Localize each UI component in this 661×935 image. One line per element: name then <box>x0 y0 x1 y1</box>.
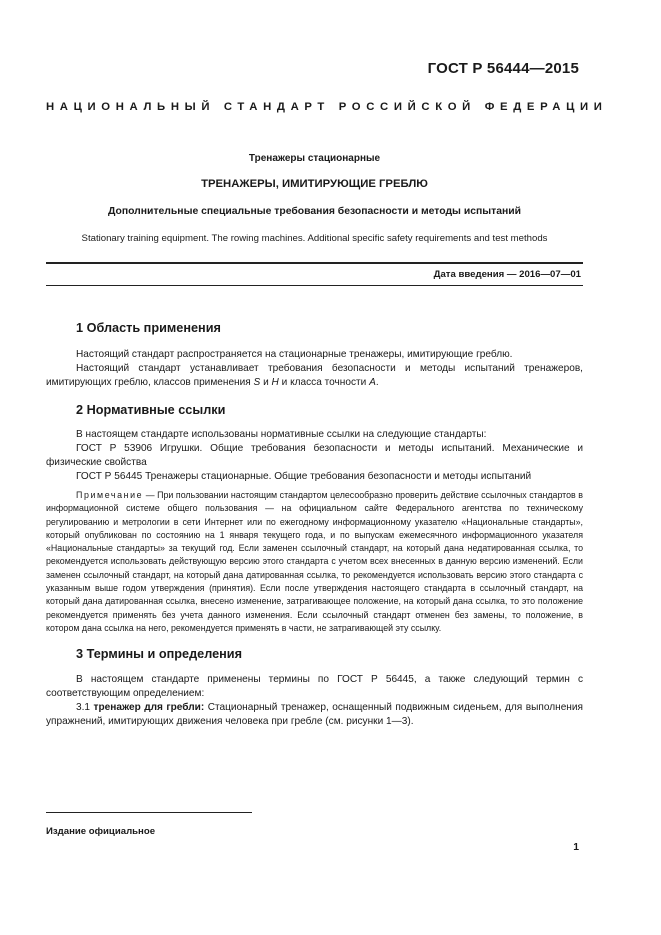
note-text: — При пользовании настоящим стандартом целесообразно проверить действие ссылочных стандартов в информационной системе общего пользования — на официальном сайте Федерального агентства по техническому регулированию и метрологии в сети Интернет или по ежегодному информационному указателю «Национальные стандарты», который опубликован по состоянию на 1 января текущего года, и по выпускам ежемесячного информационного указателя «Национальные стандарты» за текущий год. Если заменен ссылочный стандарт, на который дана недатированная ссылка, то рекомендуется использовать действующую версию этого стандарта с учетом всех внесенных в данную версию изменений. Если заменен ссылочный стандарт, на который дана датированная ссылка, то рекомендуется использовать версию этого стандарта с указанным выше годом утверждения (принятия). Если после утверждения настоящего стандарта в ссылочный стандарт, на который дана датированная ссылка, внесено изменение, затрагивающее положение, на который дана ссылка, то это положение рекомендуется применять без учета данного изменения. Если ссылочный стандарт отменен без замены, то положение, в котором дана ссылка на него, рекомендуется применять в части, не затрагивающей эту ссылку. <box>46 490 583 633</box>
references-note <box>46 489 583 635</box>
document-main-title: ТРЕНАЖЕРЫ, ИМИТИРУЮЩИЕ ГРЕБЛЮ <box>201 178 428 190</box>
document-additional-title: Дополнительные специальные требования безопасности и методы испытаний <box>107 206 522 217</box>
class-s: S <box>253 377 261 388</box>
scope-paragraph-1: Настоящий стандарт распространяется на стационарные тренажеры, имитирующие греблю. <box>76 349 513 360</box>
introduction-date: Дата введения — 2016—07—01 <box>433 269 581 280</box>
section-heading-scope: 1 Область применения <box>76 321 221 335</box>
footer-divider <box>46 812 252 813</box>
title-divider-heavy <box>46 262 583 264</box>
document-number: ГОСТ Р 56444—2015 <box>427 60 579 77</box>
term-name: тренажер для гребли: <box>93 702 205 713</box>
references-intro: В настоящем стандарте использованы нормативные ссылки на следующие стандарты: <box>76 429 487 440</box>
terms-intro: В настоящем стандарте применены термины по ГОСТ Р 56445, а также следующий термин с соответствующим определением: <box>46 674 583 699</box>
document-subtitle: Тренажеры стационарные <box>248 153 381 164</box>
scope-paragraph-2: Настоящий стандарт устанавливает требования безопасности и методы испытаний тренажеров, имитирующих греблю, классов применения S и H и класса точности A. <box>46 363 583 388</box>
national-standard-banner: НАЦИОНАЛЬНЫЙ СТАНДАРТ РОССИЙСКОЙ ФЕДЕРАЦИИ <box>46 101 608 113</box>
note-label: Примечание <box>76 490 144 500</box>
class-h: H <box>271 377 279 388</box>
class-a: A <box>369 377 376 388</box>
section-heading-normative-references: 2 Нормативные ссылки <box>76 403 226 417</box>
section-heading-terms-definitions: 3 Термины и определения <box>76 647 243 661</box>
term-rowing-machine: 3.1 тренажер для гребли: Стационарный тренажер, оснащенный подвижным сиденьем, для выполнения упражнений, имитирующих движения человека при гребле (см. рисунки 1—3). <box>46 702 583 727</box>
official-edition-label: Издание официальное <box>46 826 156 837</box>
document-english-title: Stationary training equipment. The rowing machines. Additional specific safety requirements and test methods <box>81 233 548 244</box>
title-divider-thin <box>46 285 583 286</box>
reference-gost-56445: ГОСТ Р 56445 Тренажеры стационарные. Общие требования безопасности и методы испытаний <box>76 471 532 482</box>
reference-gost-53906: ГОСТ Р 53906 Игрушки. Общие требования безопасности и методы испытаний. Механические и физические свойства <box>46 443 583 468</box>
page-number: 1 <box>573 842 579 853</box>
